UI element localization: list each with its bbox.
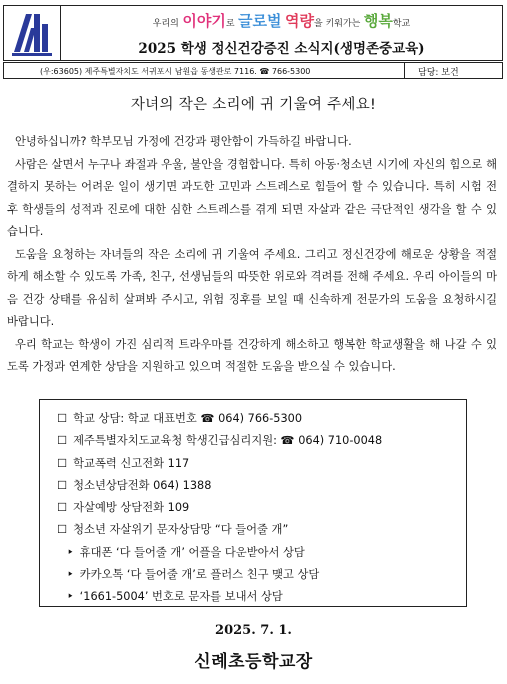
checkbox-icon: ☐ bbox=[57, 478, 68, 492]
contact-item bbox=[57, 497, 382, 519]
info-bar bbox=[3, 62, 503, 79]
contact-item bbox=[57, 408, 382, 430]
body-text bbox=[7, 131, 497, 379]
checkbox-icon: ☐ bbox=[57, 434, 68, 448]
paragraph: 도움을 요청하는 자녀들의 작은 소리에 귀 기울여 주세요. 그리고 정신건강에 해로운 상황을 적절하게 해소할 수 있도록 가족, 친구, 선생님들의 따뜻한 위로와 격려를 전해 주세요. 우리 아이들의 마음 건강 상태를 유심히 살펴봐 주시고, 위험 징후를 보일 때 신속하게 전문가의 도움을 요청하시길 바랍니다. bbox=[7, 247, 497, 328]
arrow-bullet-icon: ‣ bbox=[67, 545, 74, 559]
contact-subitem bbox=[57, 564, 382, 586]
contact-subitem bbox=[57, 542, 382, 564]
subtitle: 자녀의 작은 소리에 귀 기울여 주세요! bbox=[130, 97, 377, 113]
slogan-part: 을 키워가는 bbox=[314, 19, 361, 29]
contact-subtext: 카카오톡 ‘다 들어줄 개’로 플러스 친구 맺고 상담 bbox=[79, 568, 320, 582]
slogan-part: 학교 bbox=[392, 19, 411, 29]
paragraph: 우리 학교는 학생이 가진 심리적 트라우마를 건강하게 해소하고 행복한 학교생활을 해 나갈 수 있도록 가정과 연계한 상담을 지원하고 있으며 적절한 도움을 받으실 수 있습니다. bbox=[7, 337, 497, 373]
contact-item bbox=[57, 475, 382, 497]
issue-date: 2025. 7. 1. bbox=[215, 623, 292, 638]
school-logo bbox=[4, 6, 61, 60]
checkbox-icon: ☐ bbox=[57, 412, 68, 425]
contact-subtext: 휴대폰 ‘다 들어줄 개’ 어플을 다운받아서 상담 bbox=[79, 545, 305, 559]
checkbox-icon: ☐ bbox=[57, 523, 68, 537]
slogan-happy: 행복 bbox=[363, 12, 393, 30]
owner-label: 담당: 보건 bbox=[418, 68, 459, 78]
contact-text: 자살예방 상담전화 109 bbox=[73, 501, 190, 515]
arrow-bullet-icon: ‣ bbox=[67, 590, 74, 604]
arrow-bullet-icon: ‣ bbox=[67, 568, 74, 582]
slogan-story: 이야기 bbox=[182, 12, 226, 30]
checkbox-icon: ☐ bbox=[57, 501, 68, 515]
school-address: (우:63605) 제주특별자치도 서귀포시 남원읍 동생관로 7116. ☎ 766-5300 bbox=[40, 67, 311, 76]
header-text bbox=[61, 6, 502, 60]
paragraph: 사람은 살면서 누구나 좌절과 우울, 불안을 경험합니다. 특히 아동·청소년 시기에 자신의 힘으로 해결하지 못하는 어려운 일이 생기면 과도한 고민과 스트레스로 힘들어 할 수 있습니다. 특히 시험 전후 학생들의 성적과 진로에 대한 심한 스트레스를 겪게 되면 자살과 같은 극단적인 생각을 할 수 있습니다. bbox=[7, 157, 497, 238]
newsletter-title: 2025 학생 정신건강증진 소식지(생명존중교육) bbox=[138, 41, 425, 57]
contact-item bbox=[57, 453, 382, 475]
contact-item bbox=[57, 519, 382, 541]
header bbox=[3, 5, 503, 61]
slogan-ability: 역량 bbox=[285, 12, 315, 30]
contact-subtext: ‘1661-5004’ 번호로 문자를 보내서 상담 bbox=[79, 590, 283, 604]
contact-list bbox=[57, 408, 382, 609]
contact-subitem bbox=[57, 586, 382, 608]
slogan-part: 로 bbox=[225, 19, 235, 29]
principal-signature: 신례초등학교장 bbox=[194, 652, 313, 672]
paragraph: 안녕하십니까? 학부모님 가정에 건강과 평안함이 가득하길 바랍니다. bbox=[15, 135, 352, 148]
school-slogan bbox=[61, 10, 502, 31]
contact-text: 제주특별자치도교육청 학생긴급심리지원: ☎ 064) 710-0048 bbox=[73, 434, 383, 448]
contact-text: 학교폭력 신고전화 117 bbox=[73, 456, 190, 470]
slogan-part: 우리의 bbox=[152, 19, 179, 29]
contact-text: 청소년 자살위기 문자상담망 “다 들어줄 개” bbox=[73, 523, 289, 537]
contact-item bbox=[57, 430, 382, 452]
school-logo-icon bbox=[4, 6, 60, 60]
contact-text: 학교 상담: 학교 대표번호 ☎ 064) 766-5300 bbox=[73, 412, 303, 425]
checkbox-icon: ☐ bbox=[57, 456, 68, 470]
slogan-global: 글로벌 bbox=[238, 12, 282, 30]
divider bbox=[404, 63, 405, 78]
contact-text: 청소년상담전화 064) 1388 bbox=[73, 478, 212, 492]
contact-box bbox=[39, 399, 467, 607]
